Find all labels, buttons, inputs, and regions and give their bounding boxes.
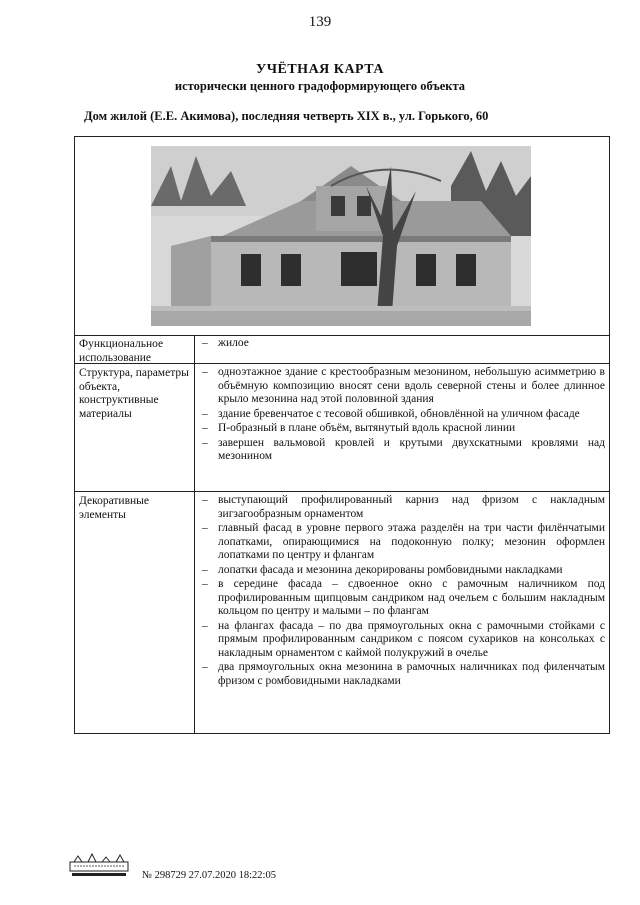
object-name: Дом жилой (Е.Е. Акимова), последняя четверть XIX в., ул. Горького, 60 [84,109,489,123]
stamp-icon [68,852,130,878]
row-value [196,492,609,691]
table-row-structure [75,364,609,492]
dash-bullet: – [202,619,208,632]
dash-bullet: – [202,337,208,349]
dash-bullet: – [202,494,208,506]
table-row-function [75,335,609,364]
row-value [196,364,609,467]
list-item: – лопатки фасада и мезонина декорированы ромбовидными накладками [202,563,563,576]
row-label: Функциональное использование [75,335,195,363]
list-item: – два прямоугольных окна мезонина в рамочных наличниках под филенчатым фризом с ромбовидными накладками [202,661,605,687]
row-value [196,335,609,354]
page-number: 139 [308,14,332,30]
photo-cell [75,137,609,336]
table-row-decor [75,492,609,733]
list-item: – главный фасад в уровне первого этажа разделён на три части филёнчатыми лопатками, опирающимися на подоконную полку; мезонин оформлен лопатками по центру и флангам [202,522,605,561]
dash-bullet: – [202,563,208,576]
document-subtitle: исторически ценного градоформирующего объекта [174,79,466,93]
list-item: – жилое [202,337,249,349]
dash-bullet: – [202,522,208,534]
house-photo [151,146,531,326]
list-item: – П-образный в плане объём, вытянутый вдоль красной линии [202,422,516,434]
document-title: УЧЁТНАЯ КАРТА [255,62,385,77]
list-item: – на флангах фасада – по два прямоугольных окна с рамочными стойками с прямым профилированным сандриком с поясом сухариков на консольках с накладным орнаментом с каймой полукружий в очелье [202,619,605,659]
row-label: Декоративные элементы [75,492,195,733]
dash-bullet: – [202,578,208,590]
list-item: – здание бревенчатое с тесовой обшивкой, обновлённой на уличном фасаде [202,407,580,420]
dash-bullet: – [202,407,208,420]
dash-bullet: – [202,436,208,449]
list-item: – выступающий профилированный карниз над фризом с накладным зигзагообразным орнаментом [202,494,605,520]
document-registration-number: № 298729 27.07.2020 18:22:05 [142,870,276,881]
list-item: – завершен вальмовой кровлей и крутыми двухскатными кровлями над мезонином [202,436,605,462]
list-item: – в середине фасада – сдвоенное окно с рамочным наличником под профилированным щипцовым сандриком над очельем с большим накладным кольцом по центру и малыми – по флангам [202,578,605,617]
row-label: Структура, параметры объекта, конструктивные материалы [75,364,195,491]
record-card-table [74,136,610,734]
dash-bullet: – [202,366,208,378]
dash-bullet: – [202,661,208,673]
dash-bullet: – [202,422,208,434]
list-item: – одноэтажное здание с крестообразным мезонином, небольшую асимметрию в объёмную композицию вносят сени вдоль северной стены и более длинное крыло мезонина над этой половиной здания [202,366,605,405]
